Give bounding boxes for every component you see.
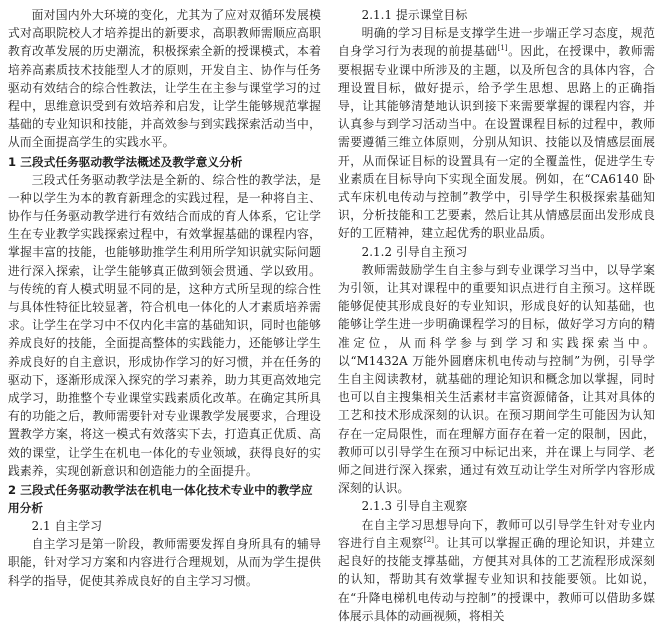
section-1-paragraph: 三段式任务驱动教学法是全新的、综合性的教学法，是一种以学生为本的教育新理念的实践过程，是一种将自主、协作与任务驱动教学进行有效结合而成的育人体系，它让学生在专业教学实践探索过程中，有效掌握基础的课程内容，掌握丰富的技能，也能够助推学生利用所学知识就实际问题进行深入探索，让学生能够真正做到领会贯通、学以致用。与传统的育人模式明显不同的是，这种方式所呈现的综合性与具体性特征比较显著，符合机电一体化的人才素质培养需求。让学生在学习中不仅内化丰富的基础知识，同时也能够养成良好的技能，全面提高整体的实践能力，还能够让学生养成良好的自主意识，形成协作学习的好习惯，并在任务的驱动下，逐渐形成深入探究的学习素养，助力其更高效地完成学习，助推整个专业课堂实践素质化改革。在确定其所具有的功能之后，教师需要针对专业课教学发展要求，合理设置教学方案，将这一模式有效落实下去，打造真正优质、高效的课堂，让学生在机电一体化的专业领域，获得良好的实践素养，实现创新意识和创造能力的全面提升。 [8, 172, 321, 478]
citation-1: [1] [497, 44, 508, 53]
section-2-1-3-paragraph [338, 516, 655, 625]
section-2-1-2-heading: 2.1.2 引导自主预习 [361, 244, 468, 259]
paragraph-text: 。让其可以掌握正确的理论知识，并建立起良好的技能支撑基础，方便其对具体的工艺流程形成深刻的认知，帮助其有效掌握专业知识和技能要领。比如说，在“升降电梯机电传动与控制”的授课中，教师可以借助多媒体展示具体的动画视频，将相关 [338, 535, 655, 623]
paragraph-text: 在自主学习思想导向下，教师可以引导学生针对专业内容进行自主观察 [338, 517, 655, 550]
citation-2: [2] [423, 535, 435, 544]
section-2-1-1-heading: 2.1.1 提示课堂目标 [361, 8, 468, 22]
intro-paragraph: 面对国内外大环境的变化，尤其为了应对双循环发展模式对高职院校人才培养提出的新要求，高职教师需顺应高职教育改革发展的历史潮流，积极探索全新的授课模式，本着培养高素质技术技能型人才的原则，开发自主、协作与任务驱动有效结合的综合性教法，让学生在主参与课堂学习的过程中，思维意识受到有效培养和启发，让学生能够规范掌握基础的专业知识和技能，并高效参与到实践探索活动当中，从而全面提高学生的实践水平。 [8, 8, 321, 150]
section-2-1-1-paragraph [338, 24, 655, 242]
section-2-1-2-paragraph: 教师需鼓励学生自主参与到专业课学习当中，以导学案为引领，让其对课程中的重要知识点进行自主预习。这样既能够促使其形成良好的专业知识，形成良好的认知基础，也能够让学生进一步明确课程学习的目标，做好学习方向的精准定位，从而科学参与到学习和实践探索当中。以“M1432A 万能外圆磨床机电传动与控制”为例，引导学生自主阅读教材，就基础的理论知识和概念加以掌握，同时也可以自主搜集相关生活素材丰富资源储备，让其对具体的工艺和技术形成深刻的认识。在预习期间学生可能因为认知存在一定局限性，而在理解方面存在着一定的限制，因此，教师可以引导学生在预习中标记出来，并在课上与同学、老师之间进行深入探索，通过有效互动让学生对所学内容形成深刻的认识。 [338, 262, 655, 496]
section-2-heading: 2 三段式任务驱动教学法在机电一体化技术专业中的教学应用分析 [8, 483, 313, 516]
section-2-1-paragraph: 自主学习是第一阶段，教师需要发挥自身所具有的辅导职能，针对学习方案和内容进行合理规划，从而为学生提供科学的指导，促使其养成良好的自主学习习惯。 [8, 537, 321, 588]
paragraph-text: 。因此，在授课中，教师需要根据专业课中所涉及的主题，以及所包含的具体内容，合理设置目标，做好提示，给予学生思想、思路上的正确指导，让其能够清楚地认识到接下来需要掌握的课程内容，并认真参与到学习活动当中。在设置课程目标的过程中，教师需要遵循三维立体原则，分别从知识、技能以及情感层面展开，从而保证目标的设置具有一定的全覆盖性，促进学生专业素质在目标导向下实现全面发展。例如，在“CA6140 卧式车床机电传动与控制”教学中，引导学生积极探索基础知识，分析技能和工艺要素，然后让其从情感层面出发形成良好的工匠精神，建立起优秀的职业品质。 [338, 44, 655, 241]
section-2-1-3-heading: 2.1.3 引导自主观察 [361, 499, 468, 514]
paragraph-text: 明确的学习目标是支撑学生进一步端正学习态度，规范自身学习行为表现的前提基础 [338, 26, 655, 59]
left-column [8, 6, 321, 590]
section-2-1-heading: 2.1 自主学习 [31, 519, 103, 534]
section-1-heading: 1 三段式任务驱动教学法概述及教学意义分析 [8, 154, 243, 169]
right-column [338, 6, 655, 625]
